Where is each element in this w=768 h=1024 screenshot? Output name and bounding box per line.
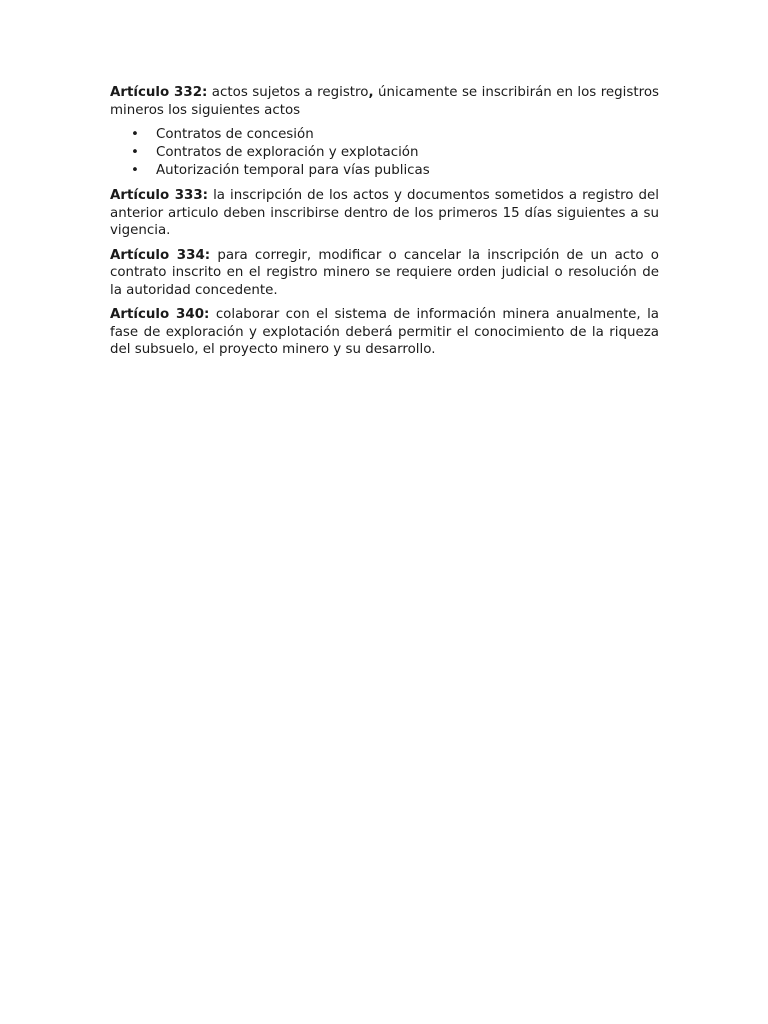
article-332 [110, 84, 659, 119]
article-332-text-b: únicamente se inscribirán en los registros mineros los siguientes actos [110, 85, 659, 118]
bullet-icon: • [131, 162, 139, 178]
list-item [110, 126, 659, 144]
list-item-text: Contratos de exploración y explotación [156, 144, 419, 160]
article-332-bullet-list [110, 126, 659, 179]
article-334-label: Artículo 334: [110, 247, 211, 263]
article-333-label: Artículo 333: [110, 188, 208, 204]
document-page [110, 84, 659, 359]
list-item-text: Autorización temporal para vías publicas [156, 162, 430, 178]
article-340 [110, 306, 659, 359]
article-332-label: Artículo 332: [110, 85, 208, 100]
list-item [110, 162, 659, 180]
article-333-text: la inscripción de los actos y documentos sometidos a registro del anterior articulo deben inscribirse dentro de los primeros 15 días siguientes a su vigencia. [110, 188, 660, 239]
article-334 [110, 247, 659, 300]
article-340-text: colaborar con el sistema de información minera anualmente, la fase de exploración y explotación deberá permitir el conocimiento de la riqueza del subsuelo, el proyecto minero y su desarrollo. [110, 307, 659, 358]
article-332-text-a: actos sujetos a registro [207, 85, 369, 100]
bullet-icon: • [131, 127, 139, 142]
article-334-text: para corregir, modificar o cancelar la inscripción de un acto o contrato inscrito en el registro minero se requiere orden judicial o resolución de la autoridad concedente. [110, 247, 659, 298]
article-332-comma: , [368, 85, 374, 100]
article-340-label: Artículo 340: [110, 307, 210, 323]
list-item [110, 144, 659, 162]
article-333 [110, 187, 659, 240]
bullet-icon: • [131, 144, 139, 160]
list-item-text: Contratos de concesión [156, 127, 314, 142]
